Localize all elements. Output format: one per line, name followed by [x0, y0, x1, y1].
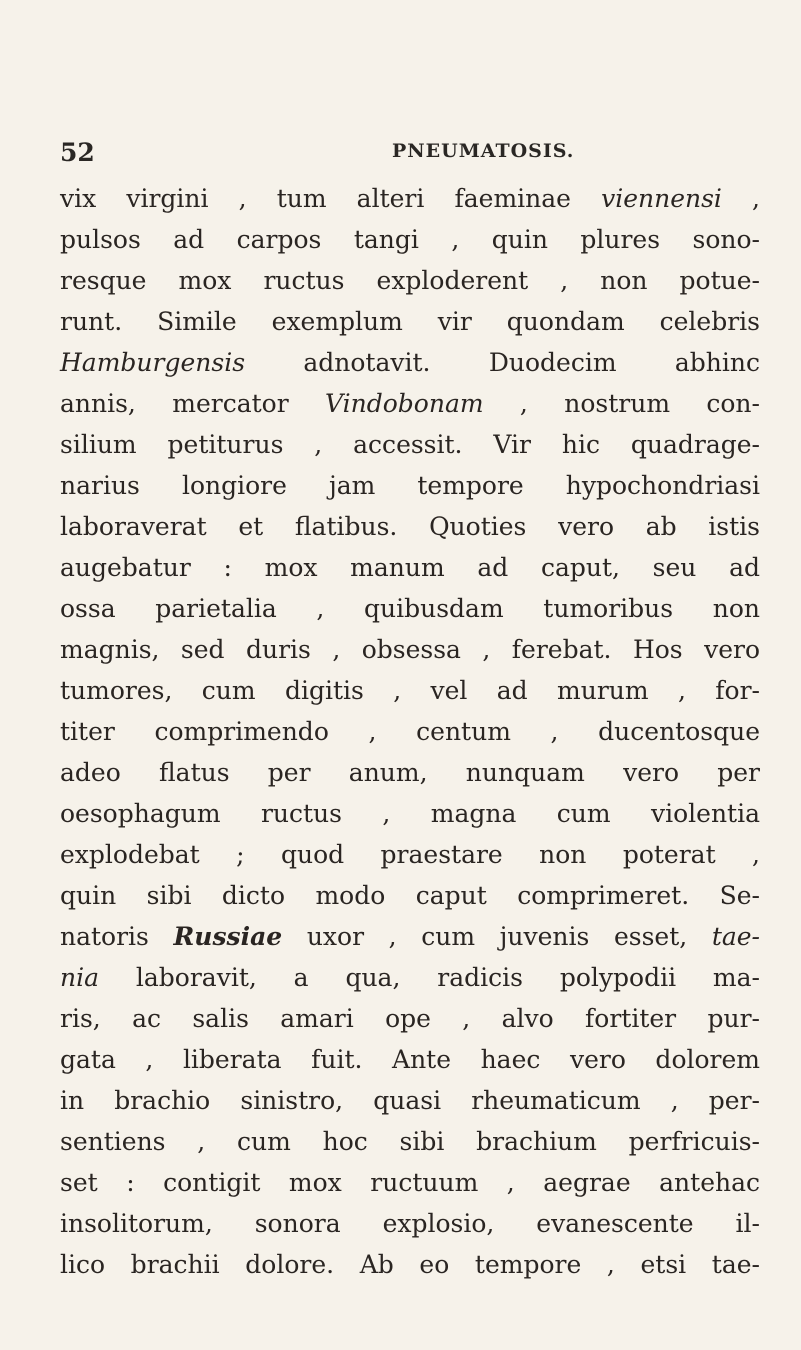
text-segment: gata , liberata fuit. Ante haec vero dolorem — [60, 1045, 760, 1074]
text-segment: laboraverat et flatibus. Quoties vero ab istis — [60, 512, 760, 541]
text-segment: sentiens , cum hoc sibi brachium perfricuis- — [60, 1127, 760, 1156]
text-segment: narius longiore jam tempore hypochondriasi — [60, 471, 760, 500]
text-segment: annis, mercator — [60, 389, 326, 418]
text-line — [60, 506, 760, 547]
text-segment: adnotavit. Duodecim abhinc — [245, 348, 760, 377]
page-header — [56, 134, 741, 174]
italic-text: tae- — [711, 922, 761, 951]
page-number: 52 — [60, 138, 95, 167]
text-line — [60, 219, 760, 260]
text-line — [60, 629, 760, 670]
text-segment: titer comprimendo , centum , ducentosque — [60, 717, 760, 746]
italic-text: Hamburgensis — [60, 348, 246, 377]
text-segment: ossa parietalia , quibusdam tumoribus non — [60, 594, 760, 623]
text-line — [60, 752, 760, 793]
text-line — [60, 1039, 760, 1080]
bold-italic-text: Russiae — [173, 922, 283, 951]
text-line — [60, 875, 760, 916]
text-segment: adeo flatus per anum, nunquam vero per — [60, 758, 760, 787]
text-line — [60, 178, 760, 219]
text-segment: tumores, cum digitis , vel ad murum , for- — [60, 676, 760, 705]
text-line — [60, 342, 760, 383]
text-segment: , nostrum con- — [483, 389, 760, 418]
text-line — [60, 1244, 760, 1285]
text-segment: augebatur : mox manum ad caput, seu ad — [60, 553, 760, 582]
text-segment: insolitorum, sonora explosio, evanescente il- — [60, 1209, 760, 1238]
text-line — [60, 957, 760, 998]
text-line — [60, 834, 760, 875]
body-text — [60, 178, 760, 1285]
text-line — [60, 383, 760, 424]
text-segment: , — [721, 184, 760, 213]
text-line — [60, 465, 760, 506]
text-segment: vix virgini , tum alteri faeminae — [60, 184, 602, 213]
text-segment: pulsos ad carpos tangi , quin plures sono- — [60, 225, 760, 254]
text-segment: lico brachii dolore. Ab eo tempore , etsi tae- — [60, 1250, 760, 1279]
text-segment: natoris — [60, 922, 174, 951]
text-line — [60, 588, 760, 629]
text-line — [60, 670, 760, 711]
text-line — [60, 916, 760, 957]
text-segment: in brachio sinistro, quasi rheumaticum , per- — [60, 1086, 760, 1115]
italic-text: viennensi — [601, 184, 722, 213]
text-line — [60, 998, 760, 1039]
text-segment: ris, ac salis amari ope , alvo fortiter pur- — [60, 1004, 760, 1033]
text-segment: quin sibi dicto modo caput comprimeret. Se- — [60, 881, 760, 910]
text-segment: oesophagum ructus , magna cum violentia — [60, 799, 760, 828]
italic-text: Vindobonam — [325, 389, 484, 418]
italic-text: nia — [60, 963, 100, 992]
text-line — [60, 1080, 760, 1121]
text-segment: runt. Simile exemplum vir quondam celebris — [60, 307, 760, 336]
text-line — [60, 711, 760, 752]
text-segment: resque mox ructus exploderent , non potue- — [60, 266, 760, 295]
text-segment: explodebat ; quod praestare non poterat , — [60, 840, 760, 869]
text-segment: laboravit, a qua, radicis polypodii ma- — [99, 963, 760, 992]
text-segment: set : contigit mox ructuum , aegrae antehac — [60, 1168, 760, 1197]
text-line — [60, 793, 760, 834]
text-line — [60, 547, 760, 588]
text-segment: silium petiturus , accessit. Vir hic quadrage- — [60, 430, 760, 459]
text-line — [60, 424, 760, 465]
text-line — [60, 260, 760, 301]
text-line — [60, 1162, 760, 1203]
text-line — [60, 1203, 760, 1244]
text-line — [60, 1121, 760, 1162]
running-title: PNEUMATOSIS. — [392, 140, 575, 162]
text-segment: magnis, sed duris , obsessa , ferebat. Hos vero — [60, 635, 760, 664]
text-line — [60, 301, 760, 342]
text-segment: uxor , cum juvenis esset, — [282, 922, 712, 951]
